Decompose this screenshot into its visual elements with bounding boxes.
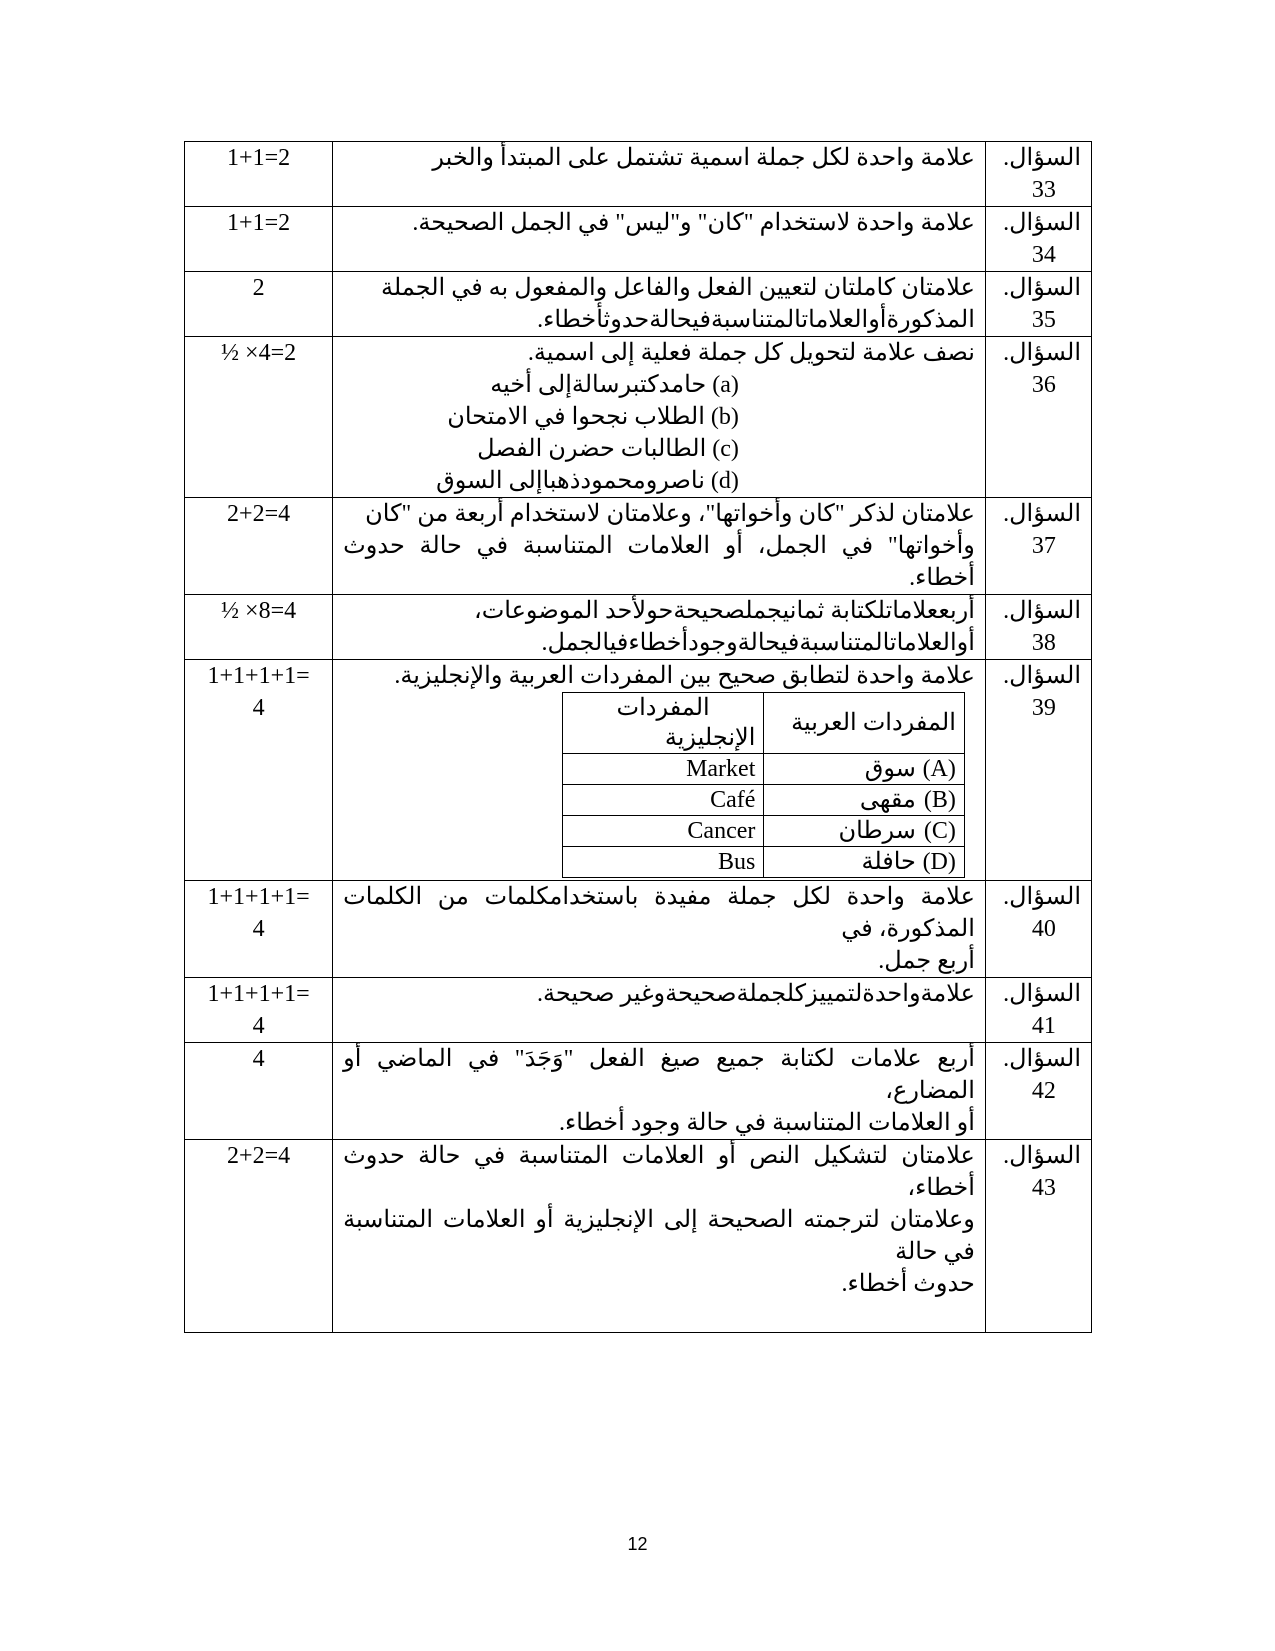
marks-value: 4 — [252, 1046, 265, 1072]
criteria-cell — [333, 337, 986, 498]
arabic-word: حافلة — [861, 849, 916, 875]
sentence-item: (d) ناصرومحمودذهباإلى السوق — [436, 468, 739, 494]
item-letter: (A) — [922, 756, 956, 782]
criteria-cell — [333, 498, 986, 595]
criteria-cell — [333, 142, 986, 207]
match-row — [562, 785, 964, 816]
question-cell — [985, 272, 1091, 337]
english-word: Café — [562, 785, 763, 816]
criteria-text: علامة واحدة لكل جملة مفيدة باستخدامكلمات من الكلمات المذكورة، في — [343, 884, 975, 942]
criteria-text: علامتان لذكر "كان وأخواتها"، وعلامتان لاستخدام أربعة من "كان — [365, 501, 975, 527]
marking-scheme-table — [184, 141, 1092, 1333]
page-number: 12 — [627, 1534, 648, 1554]
question-number: 33 — [1031, 177, 1056, 203]
sentence-item: (c) الطالبات حضرن الفصل — [477, 436, 739, 462]
item-letter: (B) — [923, 787, 956, 813]
criteria-text: علامة واحدة لاستخدام "كان" و"ليس" في الجمل الصحيحة. — [412, 210, 975, 236]
question-label: السؤال. — [1003, 501, 1081, 527]
question-row — [185, 1043, 1092, 1140]
question-label: السؤال. — [1003, 598, 1081, 624]
marks-cell — [185, 498, 333, 595]
marks-cell — [185, 142, 333, 207]
marks-value: 4 — [252, 1013, 265, 1039]
criteria-text: أو العلامات المتناسبة في حالة وجود أخطاء. — [559, 1110, 975, 1136]
criteria-cell — [333, 1043, 986, 1140]
marks-value: 2+2=4 — [227, 1143, 291, 1169]
question-label: السؤال. — [1003, 340, 1081, 366]
question-row — [185, 595, 1092, 660]
marks-value: 4 — [252, 916, 265, 942]
question-number: 40 — [1031, 916, 1056, 942]
marks-value: 2 — [252, 275, 265, 301]
question-cell — [985, 1140, 1091, 1333]
criteria-text: علامةواحدةلتمييزكلجملةصحيحةوغير صحيحة. — [536, 981, 975, 1007]
question-row — [185, 978, 1092, 1043]
match-header-row — [562, 693, 964, 754]
question-number: 41 — [1031, 1013, 1056, 1039]
question-row — [185, 881, 1092, 978]
criteria-cell — [333, 978, 986, 1043]
marks-cell — [185, 272, 333, 337]
question-cell — [985, 498, 1091, 595]
match-row — [562, 816, 964, 847]
criteria-text: المذكورةأوالعلاماتالمتناسبةفيحالةحدوثأخطاء. — [537, 307, 975, 333]
criteria-cell — [333, 207, 986, 272]
question-label: السؤال. — [1003, 275, 1081, 301]
marks-value: ½ ×8=4 — [221, 598, 297, 624]
arabic-word-cell — [764, 816, 965, 847]
english-word: Bus — [562, 847, 763, 878]
criteria-text: وأخواتها" في الجمل، أو العلامات المتناسبة في حالة حدوث أخطاء. — [343, 533, 975, 591]
marks-cell — [185, 207, 333, 272]
question-number: 35 — [1031, 307, 1056, 333]
question-number: 42 — [1031, 1078, 1056, 1104]
question-row — [185, 498, 1092, 595]
question-number: 37 — [1031, 533, 1056, 559]
item-letter: (D) — [922, 849, 956, 875]
marks-cell — [185, 660, 333, 881]
question-number: 36 — [1031, 372, 1056, 398]
question-row — [185, 142, 1092, 207]
question-label: السؤال. — [1003, 663, 1081, 689]
criteria-cell — [333, 1140, 986, 1333]
marks-cell — [185, 337, 333, 498]
criteria-text: علامة واحدة لتطابق صحيح بين المفردات العربية والإنجليزية. — [394, 663, 975, 689]
marks-value: 2+2=4 — [227, 501, 291, 527]
question-label: السؤال. — [1003, 884, 1081, 910]
item-letter: (C) — [923, 818, 956, 844]
question-row — [185, 272, 1092, 337]
question-number: 34 — [1031, 242, 1056, 268]
question-cell — [985, 142, 1091, 207]
english-word: Market — [562, 754, 763, 785]
match-row — [562, 847, 964, 878]
question-cell — [985, 337, 1091, 498]
question-number: 38 — [1031, 630, 1056, 656]
sentence-item: (b) الطلاب نجحوا في الامتحان — [447, 404, 739, 430]
question-label: السؤال. — [1003, 1046, 1081, 1072]
question-label: السؤال. — [1003, 981, 1081, 1007]
criteria-text: وعلامتان لترجمته الصحيحة إلى الإنجليزية أو العلامات المتناسبة في حالة — [343, 1207, 975, 1265]
question-cell — [985, 1043, 1091, 1140]
criteria-cell — [333, 881, 986, 978]
question-cell — [985, 881, 1091, 978]
question-number: 43 — [1031, 1175, 1056, 1201]
criteria-text: أوالعلاماتالمتناسبةفيحالةوجودأخطاءفيالجمل. — [541, 630, 975, 656]
arabic-word-cell — [764, 785, 965, 816]
criteria-text: علامة واحدة لكل جملة اسمية تشتمل على المبتدأ والخبر — [432, 145, 975, 171]
question-cell — [985, 978, 1091, 1043]
criteria-text: أربع جمل. — [878, 948, 975, 974]
marks-value: ½ ×4=2 — [221, 340, 297, 366]
criteria-text: علامتان كاملتان لتعيين الفعل والفاعل والمفعول به في الجملة — [381, 275, 975, 301]
criteria-text: أربع علامات لكتابة جميع صيغ الفعل "وَجَدَ" في الماضي أو المضارع، — [343, 1046, 975, 1104]
criteria-cell — [333, 660, 986, 881]
question-cell — [985, 660, 1091, 881]
criteria-cell — [333, 595, 986, 660]
criteria-cell — [333, 272, 986, 337]
arabic-word-cell — [764, 847, 965, 878]
marks-value: 1+1=2 — [227, 210, 291, 236]
marks-cell — [185, 1140, 333, 1333]
question-cell — [985, 207, 1091, 272]
question-cell — [985, 595, 1091, 660]
marks-value: 1+1+1+1= — [207, 981, 310, 1007]
marks-cell — [185, 1043, 333, 1140]
criteria-text: نصف علامة لتحويل كل جملة فعلية إلى اسمية. — [527, 340, 975, 366]
arabic-word: سوق — [864, 756, 916, 782]
marks-cell — [185, 595, 333, 660]
marks-value: 4 — [252, 695, 265, 721]
english-word: Cancer — [562, 816, 763, 847]
question-row — [185, 660, 1092, 881]
marks-cell — [185, 881, 333, 978]
header-arabic-words: المفردات العربية — [764, 693, 965, 754]
question-label: السؤال. — [1003, 210, 1081, 236]
question-row — [185, 207, 1092, 272]
header-english-words: المفردات الإنجليزية — [562, 693, 763, 754]
question-label: السؤال. — [1003, 1143, 1081, 1169]
criteria-text: علامتان لتشكيل النص أو العلامات المتناسبة في حالة حدوث أخطاء، — [343, 1143, 975, 1201]
arabic-word: سرطان — [838, 818, 916, 844]
marks-value: 1+1+1+1= — [207, 884, 310, 910]
question-row — [185, 1140, 1092, 1333]
arabic-word-cell — [764, 754, 965, 785]
question-row — [185, 337, 1092, 498]
criteria-text: حدوث أخطاء. — [841, 1271, 975, 1297]
marks-value: 1+1=2 — [227, 145, 291, 171]
question-number: 39 — [1031, 695, 1056, 721]
criteria-text: أربععلاماتلكتابة ثمانيجملصحيحةحولأحد الموضوعات، — [473, 598, 975, 624]
marking-scheme-body — [185, 142, 1092, 1333]
vocabulary-match-table — [562, 692, 965, 878]
question-label: السؤال. — [1003, 145, 1081, 171]
match-row — [562, 754, 964, 785]
marks-value: 1+1+1+1= — [207, 663, 310, 689]
arabic-word: مقهى — [859, 787, 916, 813]
sentence-item: (a) حامدكتبرسالةإلى أخيه — [490, 372, 739, 398]
marks-cell — [185, 978, 333, 1043]
